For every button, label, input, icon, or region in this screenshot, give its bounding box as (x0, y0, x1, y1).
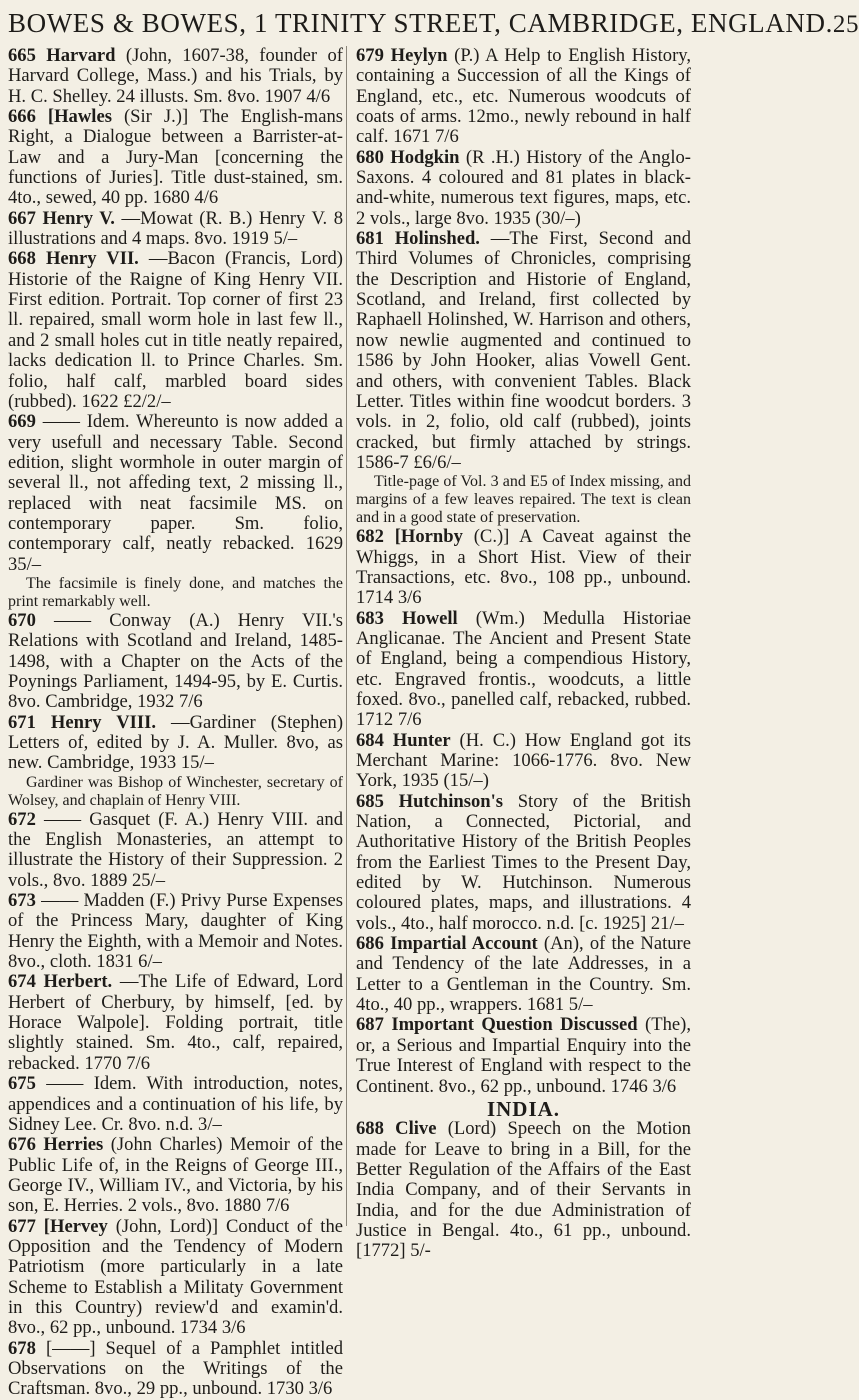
entry-author: Holinshed. (394, 228, 480, 250)
catalogue-entry (8, 46, 343, 107)
entry-description: (John Charles) Memoir of the Public Life of, in the Reigns of George III., George IV., William IV., and Victoria, by his son, E. Herries. 2 vols., 8vo. 1880 7/6 (8, 1134, 343, 1217)
entry-description: —— Idem. Whereunto is now added a very usefull and necessary Table. Second edition, slight wormhole in outer margin of several ll., not affeding text, 2 missing ll., replaced with neat facsimile MS. on contemporary paper. Sm. folio, contemporary calf, neatly rebacked. 1629 35/– (8, 411, 343, 575)
entry-author: Heylyn (390, 45, 448, 66)
entry-description: (John, Lord)] Conduct of the Opposition and the Tendency of Modern Patriotism (more particularly in a late Scheme to Establish a Militaty Government in this Country) review'd and examin'd. 8vo., 62 pp., unbound. 1734 3/6 (8, 1215, 343, 1339)
section-heading: INDIA. (486, 1096, 561, 1121)
entry-description: (John, 1607-38, founder of Harvard College, Mass.) and his Trials, by H. C. Shelley. 24 illusts. Sm. 8vo. 1907 4/6 (8, 45, 343, 107)
entry-note: Title-page of Vol. 3 and E5 of Index missing, and margins of a few leaves repaired. The text is clean and in a good state of preservation. (356, 473, 691, 527)
lot-number: 675 (8, 1073, 36, 1095)
left-column (8, 46, 343, 1400)
lot-number: 676 (8, 1134, 36, 1156)
entry-description: (Wm.) Medulla Historiae Anglicanae. The Ancient and Present State of England, being a compendious History, etc. Engraved frontis., woodcuts, a little foxed. 8vo., panelled calf, rebacked, rubbed. 1712 7/6 (356, 607, 692, 731)
entry-author: Herries (43, 1134, 104, 1156)
catalogue-entry (8, 249, 343, 412)
lot-number: 683 (356, 607, 384, 629)
entry-description: —— Madden (F.) Privy Purse Expenses of the Princess Mary, daughter of King Henry the Eighth, with a Memoir and Notes. 8vo., cloth. 1831 6/– (8, 890, 343, 973)
catalogue-entry (8, 891, 343, 972)
catalogue-entry (8, 209, 343, 250)
catalogue-entry (8, 972, 343, 1074)
lot-number: 682 (356, 526, 384, 548)
catalogue-entry (356, 1119, 691, 1261)
lot-number: 681 (356, 228, 384, 250)
catalogue-entry (8, 412, 343, 575)
lot-number: 668 (8, 248, 36, 270)
catalogue-entry (8, 611, 343, 713)
catalogue-entry (356, 609, 691, 731)
entry-description: [——] Sequel of a Pamphlet intitled Observations on the Writings of the Craftsman. 8vo., 29 pp., unbound. 1730 3/6 (8, 1337, 343, 1400)
catalogue-entry (8, 713, 343, 774)
entry-description: —Bacon (Francis, Lord) Historie of the Raigne of King Henry VII. First edition. Portrait. Top corner of first 23 ll. repaired, small worm hole in last few ll., and 2 small holes cut in title neatly repaired, lacks dedication ll. to Prince Charles. Sm. folio, half calf, marbled board sides (rubbed). 1622 £2/2/– (8, 248, 344, 412)
entry-description: (Lord) Speech on the Motion made for Leave to bring in a Bill, for the Better Regulation of the Affairs of the East India Company, and of their Servants in India, and for the due Administration of Justice in Bengal. 4to., 61 pp., unbound. [1772] 5/- (356, 1118, 691, 1262)
catalogue-entry (8, 1217, 343, 1339)
entry-description: (The), or, a Serious and Impartial Enquiry into the True Interest of England with respect to the Continent. 8vo., 62 pp., unbound. 1746 3/6 (356, 1014, 691, 1097)
entry-description: —Gardiner (Stephen) Letters of, edited by J. A. Muller. 8vo, as new. Cambridge, 1933 15/– (8, 711, 344, 774)
catalogue-entry (356, 229, 691, 473)
entry-author: Howell (401, 607, 458, 629)
entry-author: Important Question Discussed (391, 1014, 638, 1036)
lot-number: 670 (8, 609, 36, 631)
lot-number: 669 (8, 411, 36, 433)
page-number: 25 (832, 11, 859, 38)
lot-number: 665 (8, 45, 36, 66)
lot-number: 666 (8, 106, 36, 128)
lot-number: 673 (8, 890, 36, 912)
entry-description: —— Conway (A.) Henry VII.'s Relations with Scotland and Ireland, 1485-1498, with a Chapter on the Acts of the Poynings Parliament, 1494-95, by E. Curtis. 8vo. Cambridge, 1932 7/6 (8, 609, 343, 713)
column-divider (346, 46, 347, 1226)
entry-author: [Hawles (47, 106, 112, 128)
lot-number: 685 (356, 790, 384, 812)
lot-number: 680 (356, 146, 384, 168)
catalogue-entry (356, 1015, 691, 1096)
entry-description: (An), of the Nature and Tendency of the late Addresses, in a Letter to a Gentleman in the Country. Sm. 4to., 40 pp., wrappers. 1681 5/– (356, 933, 691, 1016)
entry-author: Hodgkin (390, 146, 460, 168)
catalogue-entry (8, 810, 343, 891)
lot-number: 677 (8, 1215, 36, 1237)
entry-author: Henry VIII. (50, 711, 156, 733)
catalogue-entry (356, 46, 691, 148)
catalogue-entry (8, 1135, 343, 1216)
entry-note: The facsimile is finely done, and matches the print remarkably well. (8, 574, 343, 610)
catalogue-entry (356, 731, 691, 792)
entry-author: Henry VII. (45, 248, 139, 270)
lot-number: 671 (8, 711, 36, 733)
lot-number: 688 (356, 1118, 384, 1140)
catalogue-entry (8, 1339, 343, 1400)
entry-author: Clive (395, 1118, 437, 1140)
entry-description: (Sir J.)] The English-mans Right, a Dialogue between a Barrister-at-Law and a Jury-Man [concerning the functions of Juries]. Title dust-stained, sm. 4to., sewed, 40 pp. 1680 4/6 (8, 106, 343, 209)
entry-description: —— Gasquet (F. A.) Henry VIII. and the English Monasteries, an attempt to illustrate the History of their Suppression. 2 vols., 8vo. 1889 25/– (8, 808, 343, 891)
entry-description: (H. C.) How England got its Merchant Marine: 1066-1776. 8vo. New York, 1935 (15/–) (356, 729, 691, 792)
catalogue-entry (8, 1074, 343, 1135)
running-head-title: BOWES & BOWES, 1 TRINITY STREET, CAMBRIDGE, ENGLAND. (8, 8, 833, 38)
catalogue-entry (8, 107, 343, 209)
lot-number: 667 (8, 207, 36, 229)
entry-description: (P.) A Help to English History, containing a Succession of all the Kings of England, etc., etc. Numerous woodcuts of coats of arms. 12mo., newly rebound in half calf. 1671 7/6 (356, 45, 692, 148)
catalogue-entry (356, 148, 691, 229)
entry-description: —— Idem. With introduction, notes, appendices and a continuation of his life, by Sidney Lee. Cr. 8vo. n.d. 3/– (8, 1073, 343, 1135)
entry-description: Story of the British Nation, a Connected, Pictorial, and Authoritative History of the British Peoples from the Earliest Times to the Present Day, edited by W. Hutchinson. Numerous coloured plates, maps, and illustrations. 4 vols., 4to., half morocco. n.d. [c. 1925] 21/– (356, 790, 691, 934)
lot-number: 687 (356, 1014, 384, 1036)
entry-author: Harvard (46, 45, 116, 66)
catalogue-entry (356, 527, 691, 608)
entry-author: Henry V. (42, 207, 115, 229)
entry-author: Hutchinson's (398, 790, 503, 812)
entry-description: —Mowat (R. B.) Henry V. 8 illustrations and 4 maps. 8vo. 1919 5/– (8, 207, 343, 250)
entry-description: —The Life of Edward, Lord Herbert of Cherbury, by himself, [ed. by Horace Walpole]. Folding portrait, title slightly stained. Sm. 4to., calf, repaired, rebacked. 1770 7/6 (8, 971, 344, 1074)
lot-number: 686 (356, 933, 384, 955)
lot-number: 684 (356, 729, 384, 751)
entry-note: Gardiner was Bishop of Winchester, secretary of Wolsey, and chaplain of Henry VIII. (8, 773, 343, 809)
lot-number: 672 (8, 808, 36, 830)
entry-author: Herbert. (43, 971, 113, 993)
entry-author: Hunter (392, 729, 451, 751)
running-head (8, 8, 859, 39)
lot-number: 674 (8, 971, 36, 993)
lot-number: 678 (8, 1337, 36, 1359)
catalogue-entry (356, 792, 691, 934)
entry-description: (C.)] A Caveat against the Whiggs, in a Short Hist. View of their Transactions, etc. 8vo., 108 pp., unbound. 1714 3/6 (356, 526, 692, 609)
catalogue-entry (356, 934, 691, 1015)
entry-author: Impartial Account (390, 933, 538, 955)
lot-number: 679 (356, 45, 384, 66)
entry-description: —The First, Second and Third Volumes of Chronicles, comprising the Description and Historie of England, Scotland, and Ireland, first collected by Raphaell Holinshed, W. Harrison and others, now newlie augmented and continued to 1586 by John Hooker, alias Vowell Gent. and others, with convenient Tables. Black Letter. Titles within fine woodcut borders. 3 vols. in 2, folio, old calf (rubbed), joints cracked, but firmly attached by strings. 1586-7 £6/6/– (356, 228, 692, 473)
right-column (356, 46, 691, 1262)
entry-description: (R .H.) History of the Anglo-Saxons. 4 coloured and 81 plates in black-and-white, numerous text figures, maps, etc. 2 vols., large 8vo. 1935 (30/–) (356, 146, 691, 229)
entry-author: [Hornby (394, 526, 463, 548)
entry-author: [Hervey (43, 1215, 108, 1237)
